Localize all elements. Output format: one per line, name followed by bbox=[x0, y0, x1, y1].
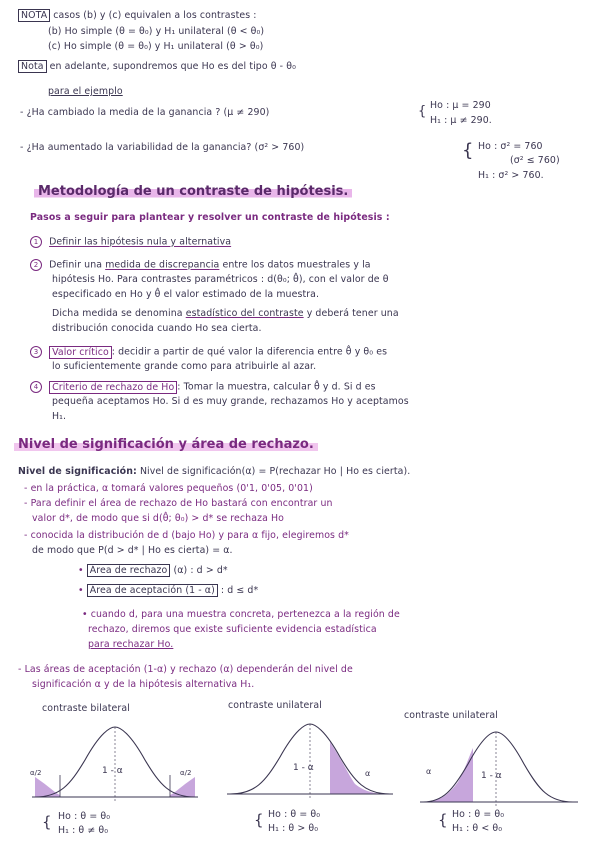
unilateral-right-h1: H₁ : θ > θ₀ bbox=[268, 823, 319, 834]
section2-b4a: - Las áreas de aceptación (1-α) y rechazo (α) dependerán del nivel de bbox=[18, 664, 353, 675]
section2-b2a: - Para definir el área de rechazo de Ho bastará con encontrar un bbox=[24, 498, 333, 509]
nota1-c: (c) Ho simple (θ = θ₀) y H₁ unilateral (θ > θ₀) bbox=[48, 41, 264, 52]
step3-box: Valor crítico bbox=[49, 346, 112, 359]
unilateral-left-h0: Ho : θ = θ₀ bbox=[452, 809, 505, 820]
step2-line-d bbox=[52, 308, 399, 319]
diagram-bilateral bbox=[30, 715, 200, 810]
step2-a-ul: medida de discrepancia bbox=[105, 259, 220, 271]
unilateral-left-curve bbox=[423, 732, 573, 802]
bilateral-curve bbox=[35, 727, 195, 797]
unilateral-right-tail-label: α bbox=[365, 769, 371, 778]
bilateral-h1: H₁ : θ ≠ θ₀ bbox=[58, 825, 109, 836]
bilateral-brace: { bbox=[42, 813, 52, 831]
step2-line-e: distribución conocida cuando Ho sea cierta. bbox=[52, 323, 262, 334]
step2-line-b: hipótesis Ho. Para contrastes paramétricos : d(θ₀; θ̂), con el valor de θ bbox=[52, 274, 389, 285]
step1-line bbox=[30, 236, 231, 248]
diagram-unilateral-left bbox=[418, 722, 588, 812]
section2-r3a: • cuando d, para una muestra concreta, pertenezca a la región de bbox=[82, 609, 400, 620]
unilateral-right-curve bbox=[230, 724, 390, 794]
rechazo-line: • Área de rechazo (α) : d > d* bbox=[78, 565, 228, 576]
diagram-unilateral-right bbox=[225, 712, 395, 807]
unilateral-left-center-label: 1 - α bbox=[481, 771, 502, 781]
step3-line-b: lo suficientemente grande como para atribuirle al azar. bbox=[52, 361, 317, 372]
rechazo-box: Área de rechazo bbox=[87, 564, 171, 577]
ejemplo-q2-h0b: (σ² ≤ 760) bbox=[510, 155, 560, 166]
nota2-label: Nota bbox=[18, 60, 47, 73]
section2-def-text: Nivel de significación(α) = P(rechazar Ho | Ho es cierta). bbox=[139, 466, 411, 477]
step4-a: : Tomar la muestra, calcular θ̂ y d. Si d es bbox=[177, 381, 376, 393]
step3-line-a bbox=[30, 346, 387, 358]
ejemplo-q1-h0: Ho : μ = 290 bbox=[430, 100, 491, 111]
step2-line-c: especificado en Ho y θ̂ el valor estimado de la muestra. bbox=[52, 289, 320, 300]
section2-def bbox=[18, 466, 410, 477]
section2-b2b: valor d*, de modo que si d(θ̂; θ₀) > d* se rechaza Ho bbox=[32, 513, 284, 524]
section1-intro: Pasos a seguir para plantear y resolver un contraste de hipótesis : bbox=[30, 212, 390, 223]
bilateral-h0: Ho : θ = θ₀ bbox=[58, 811, 111, 822]
ejemplo-title: para el ejemplo bbox=[48, 86, 123, 97]
step4-line-a bbox=[30, 381, 376, 393]
aceptacion-box: Área de aceptación (1 - α) bbox=[87, 584, 218, 597]
section2-b3a: - conocida la distribución de d (bajo Ho) y para α fijo, elegiremos d* bbox=[24, 530, 349, 541]
bilateral-right-label: α/2 bbox=[180, 769, 192, 777]
rechazo-rest: (α) : d > d* bbox=[170, 565, 228, 576]
step2-d-ul: estadístico del contraste bbox=[185, 308, 304, 319]
section2-b3b: de modo que P(d > d* | Ho es cierta) = α. bbox=[32, 545, 233, 556]
bilateral-left-tail bbox=[35, 777, 60, 797]
unilateral-left-h1: H₁ : θ < θ₀ bbox=[452, 823, 503, 834]
nota1-line bbox=[18, 10, 257, 21]
step1-number: 1 bbox=[30, 236, 42, 248]
ejemplo-q1-h1: H₁ : μ ≠ 290. bbox=[430, 115, 492, 126]
step4-line-c: H₁. bbox=[52, 411, 67, 422]
step2-line-a bbox=[30, 259, 371, 271]
ejemplo-q1: - ¿Ha cambiado la media de la ganancia ? (μ ≠ 290) bbox=[20, 107, 270, 118]
step2-d-pre: Dicha medida se denomina bbox=[52, 308, 186, 319]
nota1-b: (b) Ho simple (θ = θ₀) y H₁ unilateral (θ < θ₀) bbox=[48, 26, 265, 37]
nota2-line bbox=[18, 61, 296, 72]
bilateral-left-label: α/2 bbox=[30, 769, 42, 777]
step4-number: 4 bbox=[30, 381, 42, 393]
step2-number: 2 bbox=[30, 259, 42, 271]
section2-def-label: Nivel de significación: bbox=[18, 466, 137, 477]
aceptacion-line: • Área de aceptación (1 - α) : d ≤ d* bbox=[78, 585, 259, 596]
step2-a-post: entre los datos muestrales y la bbox=[219, 259, 371, 271]
section2-b1: - en la práctica, α tomará valores pequeños (0'1, 0'05, 0'01) bbox=[24, 483, 313, 494]
diagram-unilateral-right-title: contraste unilateral bbox=[228, 700, 322, 711]
step1-text: Definir las hipótesis nula y alternativa bbox=[49, 236, 232, 248]
section2-r3c: para rechazar Ho. bbox=[88, 639, 174, 650]
bilateral-right-tail bbox=[170, 777, 195, 797]
unilateral-right-tail bbox=[330, 742, 390, 794]
step4-box: Criterio de rechazo de Ho bbox=[49, 381, 177, 394]
section2-r3b: rechazo, diremos que existe suficiente evidencia estadística bbox=[88, 624, 377, 635]
unilateral-left-brace: { bbox=[438, 811, 448, 829]
ejemplo-q2-h0: Ho : σ² = 760 bbox=[478, 141, 543, 152]
section2-heading: Nivel de significación y área de rechazo. bbox=[14, 437, 318, 452]
nota1-text: casos (b) y (c) equivalen a los contrastes : bbox=[53, 10, 257, 21]
unilateral-right-center-label: 1 - α bbox=[293, 763, 314, 773]
aceptacion-rest: : d ≤ d* bbox=[217, 585, 259, 596]
section2-b4b: significación α y de la hipótesis alternativa H₁. bbox=[32, 679, 255, 690]
ejemplo-q2-h1: H₁ : σ² > 760. bbox=[478, 170, 544, 181]
step4-line-b: pequeña aceptamos Ho. Si d es muy grande, rechazamos Ho y aceptamos bbox=[52, 396, 409, 407]
brace-q1: { bbox=[418, 104, 427, 119]
unilateral-left-tail-label: α bbox=[426, 767, 432, 776]
unilateral-right-h0: Ho : θ = θ₀ bbox=[268, 809, 321, 820]
bilateral-center-label: 1 - α bbox=[102, 766, 123, 776]
section1-heading: Metodología de un contraste de hipótesis. bbox=[34, 184, 352, 199]
step3-number: 3 bbox=[30, 346, 42, 358]
unilateral-right-brace: { bbox=[254, 811, 264, 829]
nota2-text: en adelante, supondremos que Ho es del tipo θ - θ₀ bbox=[49, 61, 296, 72]
ejemplo-q2: - ¿Ha aumentado la variabilidad de la ganancia? (σ² > 760) bbox=[20, 142, 305, 153]
step2-d-post: y deberá tener una bbox=[303, 308, 399, 319]
brace-q2: { bbox=[462, 140, 474, 161]
diagram-unilateral-left-title: contraste unilateral bbox=[404, 710, 498, 721]
diagram-bilateral-title: contraste bilateral bbox=[42, 703, 130, 714]
step2-a-pre: Definir una bbox=[49, 259, 106, 271]
step3-a: : decidir a partir de qué valor la diferencia entre θ̂ y θ₀ es bbox=[111, 346, 388, 358]
nota1-label: NOTA bbox=[18, 9, 50, 22]
